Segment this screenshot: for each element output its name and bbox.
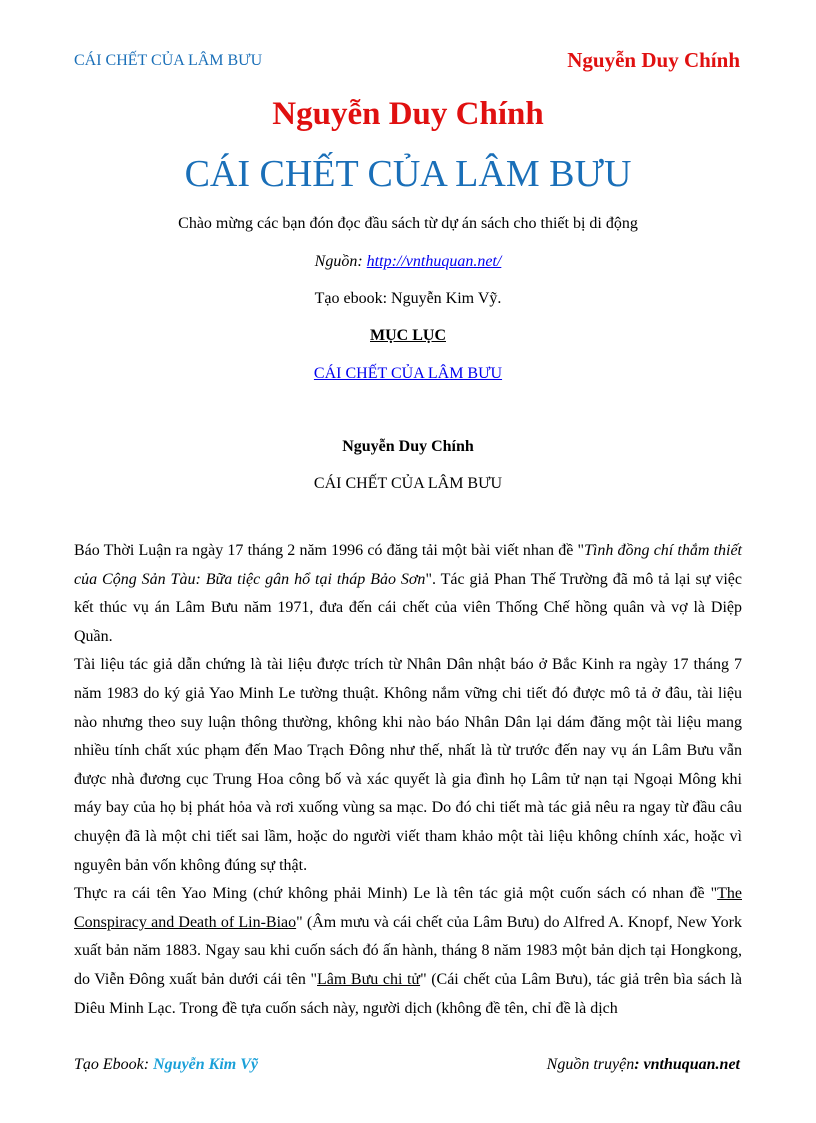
toc-link-chapter[interactable]: CÁI CHẾT CỦA LÂM BƯU (313, 365, 503, 382)
body-text (74, 537, 742, 1023)
footer-ebook-creator: Tạo Ebook: Nguyễn Kim Vỹ (74, 1056, 258, 1073)
ebook-creator: Tạo ebook: Nguyễn Kim Vỹ. (314, 290, 502, 307)
chapter-author: Nguyễn Duy Chính (342, 438, 474, 455)
chapter-title: CÁI CHẾT CỦA LÂM BƯU (313, 475, 503, 492)
welcome-text: Chào mừng các bạn đón đọc đầu sách từ dự án sách cho thiết bị di động (178, 215, 638, 232)
source-line (0, 253, 816, 271)
footer-source: Nguồn truyện: vnthuquan.net (546, 1056, 740, 1073)
article-title: Tình đồng chí thắm thiết của Cộng Sản Tàu: Bữa tiệc gân hổ tại tháp Bảo Sơn (74, 542, 743, 588)
source-link[interactable]: http://vnthuquan.net/ (366, 253, 502, 270)
source-label: Nguồn: (314, 253, 367, 270)
paragraph-2: Tài liệu tác giả dẫn chứng là tài liệu được trích từ Nhân Dân nhật báo ở Bắc Kinh ra ngày 17 tháng 7 năm 1983 do ký giả Yao Minh Le tường thuật. Không nắm vững chi tiết đó được mô tả ở đâu, tài liệu nào nhưng theo suy luận thông thường, không khi nào báo Nhân Dân lại dám đăng một tài liệu mang nhiều tính chất xúc phạm đến Mao Trạch Đông như thế, nhất là từ trước đến nay vụ án Lâm Bưu vẫn được nhà đương cục Trung Hoa công bố và xác quyết là gia đình họ Lâm tử nạn tại Ngoại Mông khi máy bay của họ bị phát hỏa và rơi xuống vùng sa mạc. Do đó chi tiết mà tác giả nêu ra ngay từ đầu câu chuyện đã là một chi tiết sai lầm, hoặc do người viết tham khảo một tài liệu không chính xác, hoặc vì nguyên bản vốn không đúng sự thật. (74, 656, 742, 874)
book-title-link[interactable]: The Conspiracy and Death of Lin-Biao (74, 885, 742, 931)
toc-heading: MỤC LỤC (370, 327, 446, 344)
running-header-author: Nguyễn Duy Chính (567, 48, 740, 72)
translated-title-link[interactable]: Lâm Bưu chi tử (317, 970, 421, 988)
paragraph-3: Thực ra cái tên Yao Ming (chứ không phải Minh) Le là tên tác giả một cuốn sách có nhan đề "The Conspiracy and Death of Lin-Biao" (Âm mưu và cái chết của Lâm Bưu) do Alfred A. Knopf, New York xuất bản năm 1883. Ngay sau khi cuốn sách đó ấn hành, tháng 8 năm 1983 một bản dịch tại Hongkong, do Viễn Đông xuất bản dưới cái tên "Lâm Bưu chi tử" (Cái chết của Lâm Bưu), tác giả trên bìa sách là Diêu Minh Lạc. Trong đề tựa cuốn sách này, người dịch (không đề tên, chỉ đề là dịch (74, 885, 743, 1017)
paragraph-1: Báo Thời Luận ra ngày 17 tháng 2 năm 1996 có đăng tải một bài viết nhan đề "Tình đồng chí thắm thiết của Cộng Sản Tàu: Bữa tiệc gân hổ tại tháp Bảo Sơn". Tác giả Phan Thế Trường đã mô tả lại sự việc kết thúc vụ án Lâm Bưu năm 1971, đưa đến cái chết của viên Thống Chế hồng quân và vợ là Diệp Quần. (74, 542, 743, 645)
source-site: vnthuquan.net (643, 1056, 740, 1073)
title-book: CÁI CHẾT CỦA LÂM BƯU (184, 153, 632, 195)
title-author: Nguyễn Duy Chính (272, 96, 544, 132)
running-header-title: CÁI CHẾT CỦA LÂM BƯU (74, 52, 263, 69)
creator-name: Nguyễn Kim Vỹ (153, 1056, 258, 1073)
